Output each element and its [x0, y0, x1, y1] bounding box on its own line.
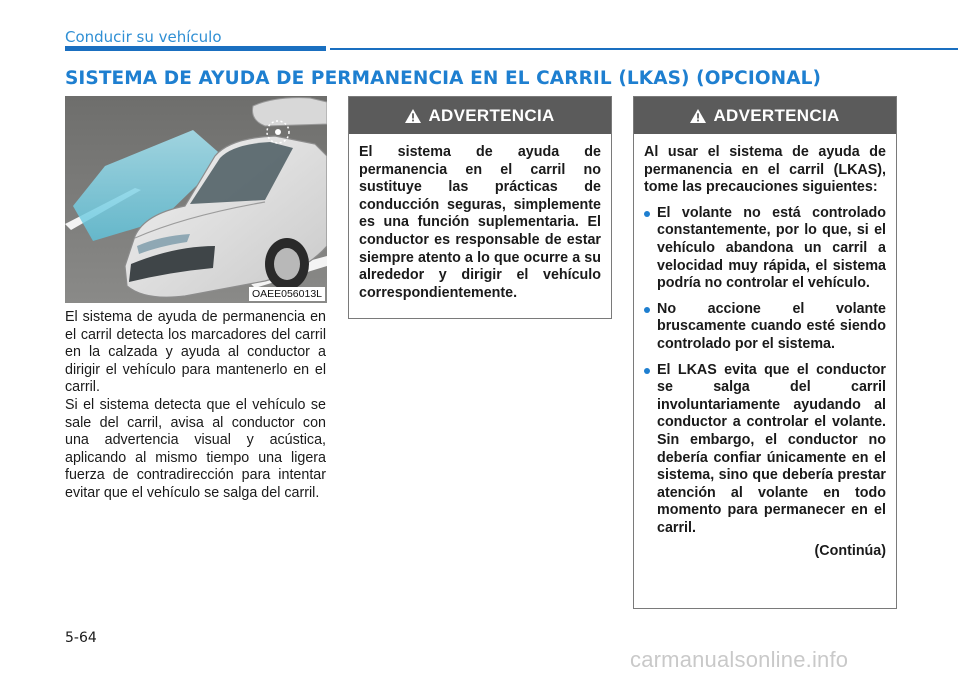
intro-paragraph-1: El sistema de ayuda de permanencia en el carril detecta los marcadores del carril en la calzada y ayuda al conductor a dirigir el vehículo para mantenerlo en el carril. [65, 309, 326, 396]
bullet-dot-icon [644, 211, 650, 217]
list-item: El volante no está controlado constantemente, por lo que, si el vehículo abandona un carril a velocidad muy rápida, el sistema podría no controlar el vehículo. [644, 205, 886, 293]
page-number: 5-64 [65, 630, 97, 646]
warning-triangle-icon [690, 109, 706, 123]
list-item: El LKAS evita que el conductor se salga del carril involuntariamente ayudando al conductor a controlar el volante. Sin embargo, el conductor no debería confiar únicamente en el sistema, sino que debería prestar atención al volante en todo momento para permanecer en el carril. [644, 362, 886, 538]
figure-code: OAEE056013L [249, 287, 325, 301]
warning-box-2 [633, 96, 897, 609]
car-illustration-image [65, 96, 327, 303]
page-title: SISTEMA DE AYUDA DE PERMANENCIA EN EL CARRIL (LKAS) (OPCIONAL) [65, 68, 822, 89]
precaution-list [644, 205, 886, 538]
continues-label: (Continúa) [814, 543, 886, 560]
section-label: Conducir su vehículo [65, 28, 222, 46]
bullet-dot-icon [644, 307, 650, 313]
header-rule-thick [65, 46, 326, 51]
list-item: No accione el volante bruscamente cuando esté siendo controlado por el sistema. [644, 301, 886, 354]
warning-intro-2: Al usar el sistema de ayuda de permanencia en el carril (LKAS), tome las precauciones siguientes: [644, 144, 886, 196]
warning-triangle-icon [405, 109, 421, 123]
header-rule-thin [330, 48, 958, 50]
lkas-illustration [65, 96, 327, 303]
warning-title-1: ADVERTENCIA [428, 105, 555, 125]
warning-box-1 [348, 96, 612, 319]
intro-paragraph-2: Si el sistema detecta que el vehículo se sale del carril, avisa al conductor con una advertencia visual y acústica, aplicando al mismo tiempo una ligera fuerza de contradirección para intentar evitar que el vehículo se salga del carril. [65, 397, 326, 501]
warning-text-1: El sistema de ayuda de permanencia en el carril no sustituye las prácticas de conducción seguras, simplemente es una función suplementaria. El conductor es responsable de estar siempre atento a lo que ocurre a su alrededor y dirigir el vehículo correspondientemente. [359, 144, 601, 301]
watermark: carmanualsonline.info [630, 647, 849, 672]
bullet-dot-icon [644, 368, 650, 374]
warning-header-2 [634, 97, 896, 134]
warning-header-1 [349, 97, 611, 134]
warning-title-2: ADVERTENCIA [713, 105, 840, 125]
